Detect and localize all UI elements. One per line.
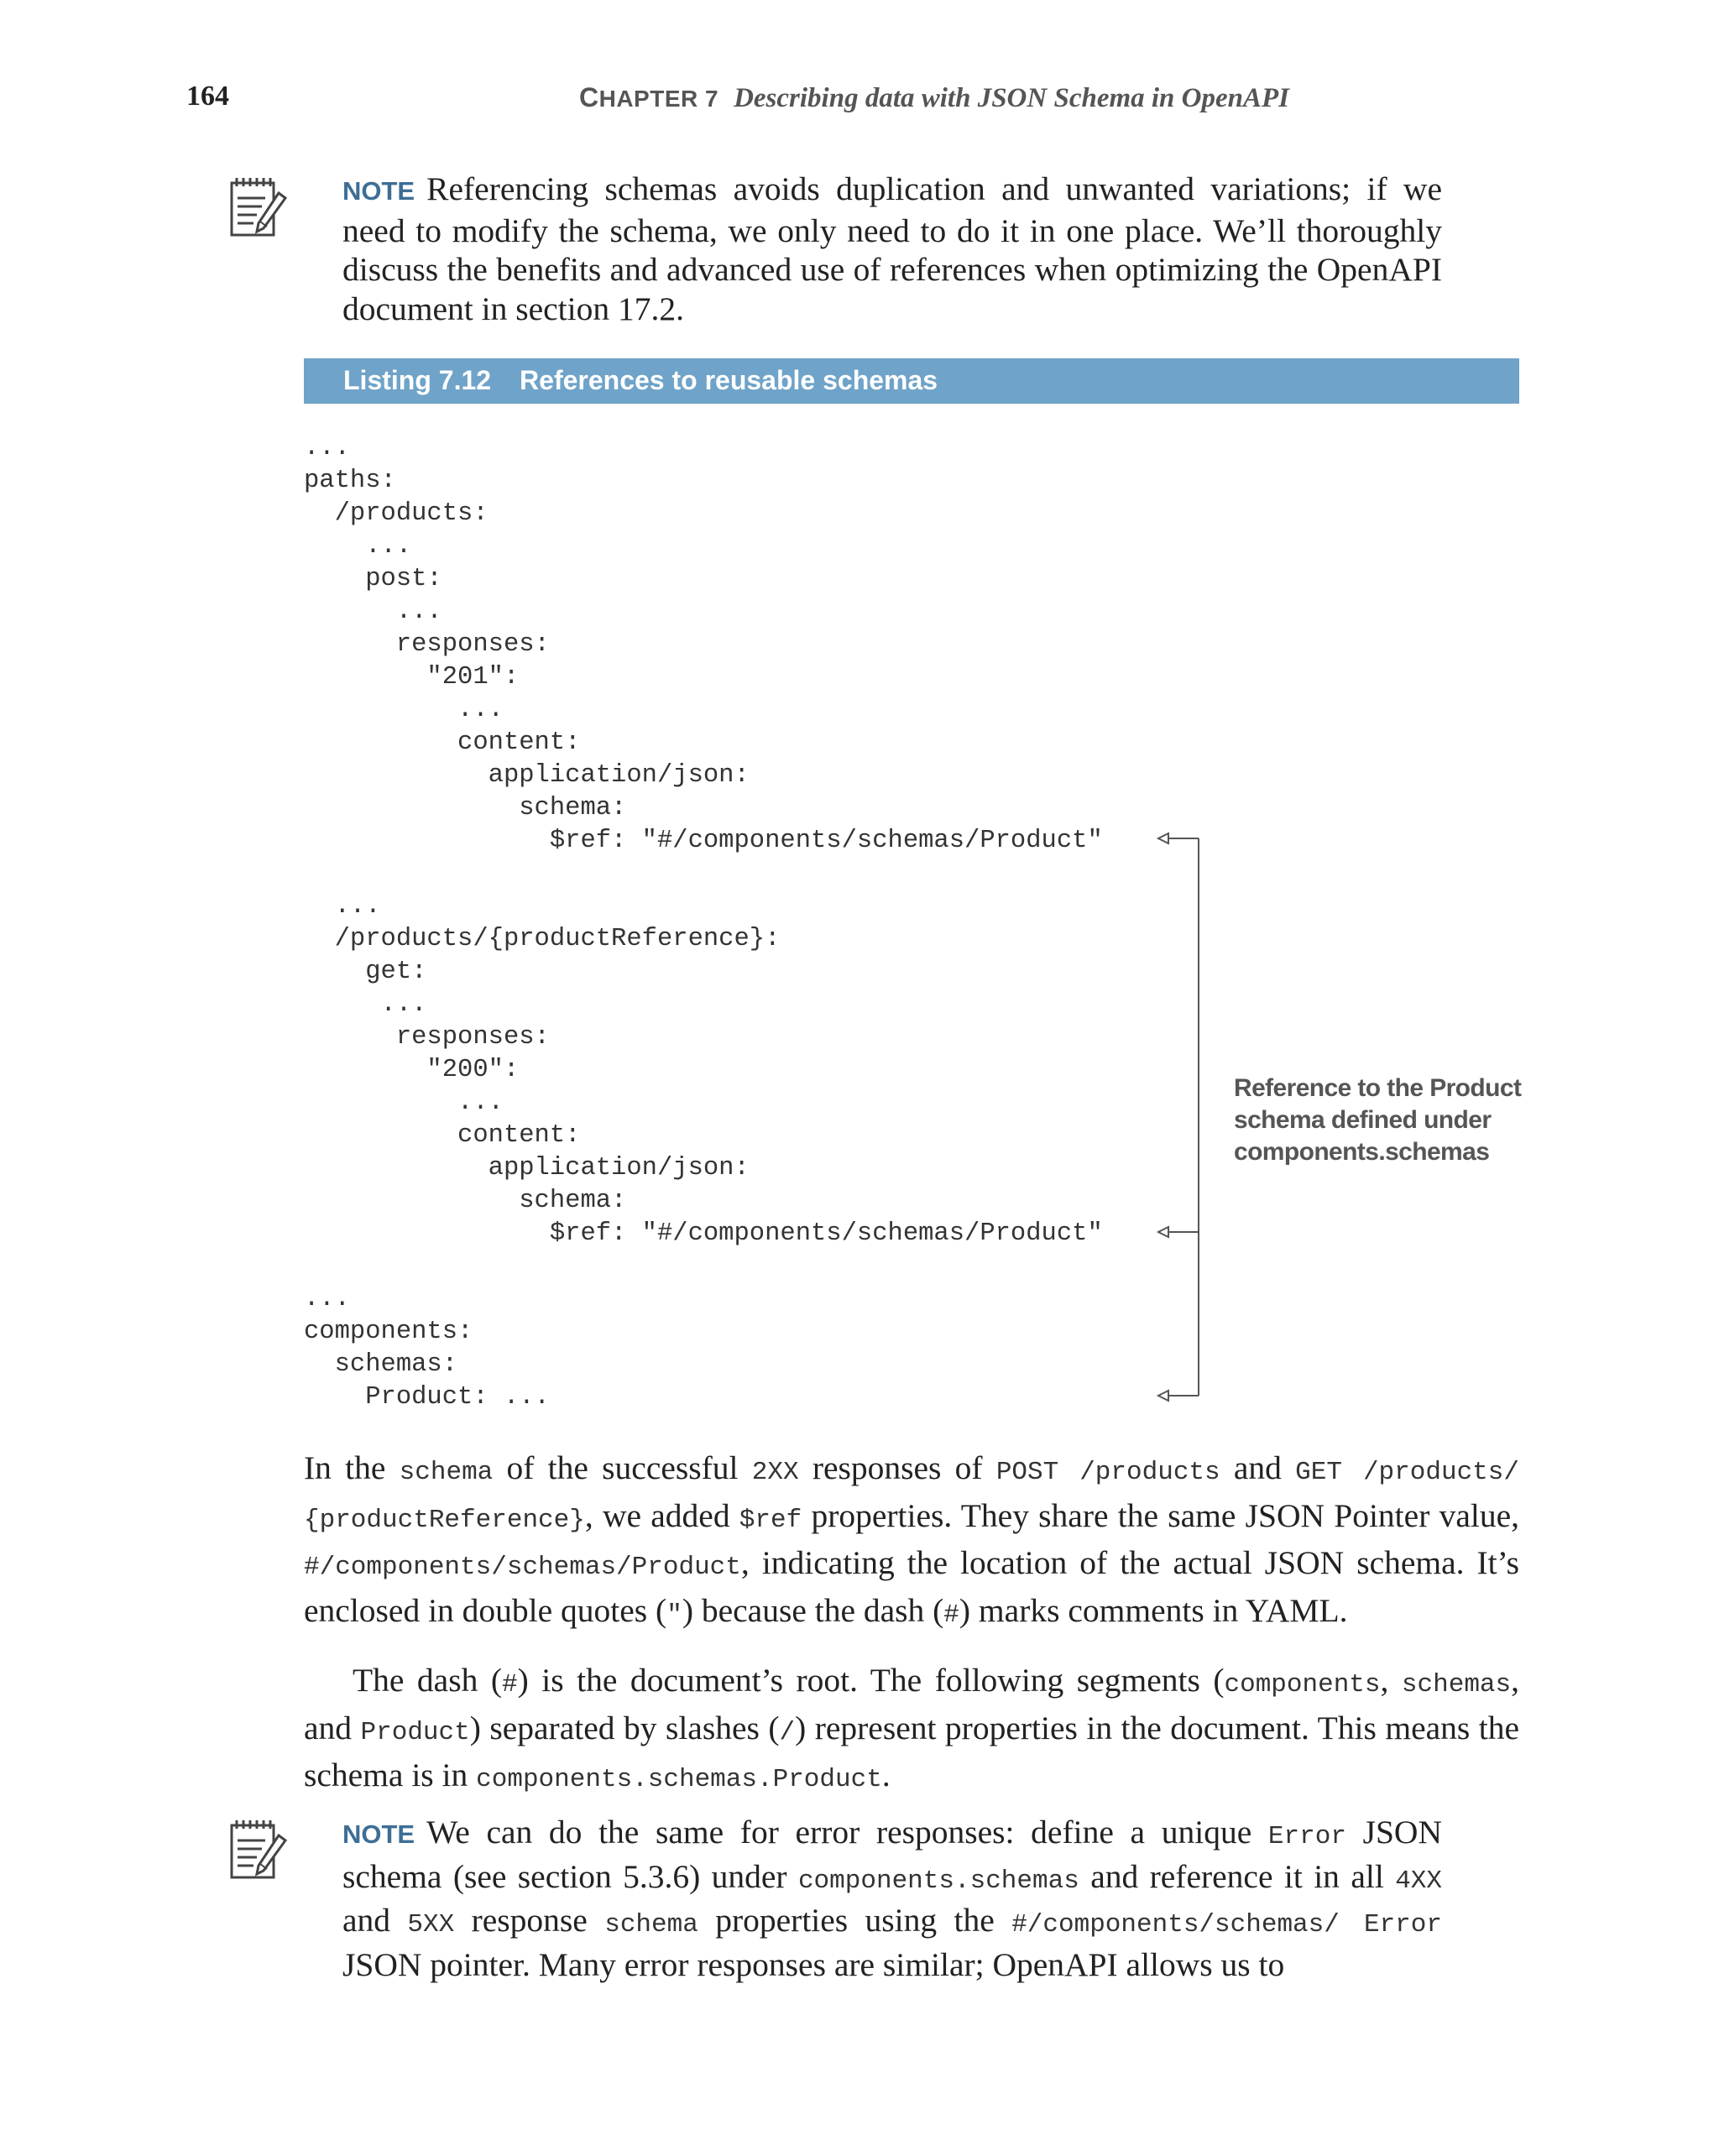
body-paragraph-2: The dash (#) is the document’s root. The following segments (components, schemas, and Product) separated by slashes (/) represent properties in the document. This means the schema is in components.schemas.Product. (304, 1662, 1520, 1794)
code-line: schema: (304, 794, 627, 822)
code-line: ... (304, 892, 381, 921)
body-paragraph-1: In the schema of the successful 2XX responses of POST /products and GET /products/ {productReference}, we added $ref properties. They share the same JSON Pointer value, #/components/schemas/Product, indicating the location of the actual JSON schema. It’s enclosed in double quotes (") because the dash (#) marks comments in YAML. (304, 1449, 1519, 1630)
note-label: NOTE (342, 1819, 415, 1849)
code-line: responses: (304, 1023, 550, 1052)
callout-annotation (1234, 1073, 1536, 1168)
code-line: content: (304, 728, 581, 757)
note-icon (228, 1817, 289, 1887)
page-number: 164 (186, 81, 229, 112)
code-line: responses: (304, 630, 550, 659)
note-paragraph: NOTE We can do the same for error responses: define a unique Error JSON schema (see section 5.3.6) under components.schemas and reference it in all 4XX and 5XX response schema properties using the #/components/schemas/ Error JSON pointer. Many error responses are similar; OpenAPI allows us to (342, 1814, 1443, 1983)
code-line: application/json: (304, 1154, 750, 1182)
callout-arrow-1 (1158, 833, 1168, 843)
running-header (579, 82, 1289, 114)
code-line: /products/{productReference}: (304, 925, 781, 953)
note-icon (228, 175, 289, 244)
code-line (304, 1250, 1103, 1283)
code-line: schemas: (304, 1350, 458, 1379)
code-line: application/json: (304, 761, 750, 790)
code-line: $ref: "#/components/schemas/Product" (304, 1219, 1103, 1248)
code-line: content: (304, 1121, 581, 1150)
code-line: get: (304, 958, 427, 986)
callout-bracket (1150, 827, 1209, 1406)
code-line: ... (304, 1088, 504, 1117)
code-line (304, 858, 1103, 890)
callout-arrow-2 (1158, 1227, 1168, 1237)
code-line: ... (304, 598, 442, 626)
code-line: ... (304, 696, 504, 724)
code-listing (304, 432, 1103, 1414)
code-line: ... (304, 434, 350, 462)
code-line: paths: (304, 467, 396, 495)
code-line: $ref: "#/components/schemas/Product" (304, 827, 1103, 855)
annotation-line: Reference to the Product (1234, 1074, 1522, 1102)
code-line: ... (304, 1285, 350, 1313)
annotation-line: schema defined under (1234, 1106, 1492, 1134)
listing-caption-bar (304, 358, 1519, 404)
chapter-title: Describing data with JSON Schema in OpenAPI (734, 83, 1289, 113)
code-line: Product: ... (304, 1383, 550, 1412)
code-line: post: (304, 565, 442, 593)
code-line: /products: (304, 499, 489, 528)
callout-arrow-3 (1158, 1391, 1168, 1401)
code-line: "201": (304, 663, 520, 692)
chapter-label: CHAPTER 7 (579, 82, 719, 112)
note-paragraph: NOTE Referencing schemas avoids duplication and unwanted variations; if we need to modify the schema, we only need to do it in one place. We’ll thoroughly discuss the benefits and advanced use of references when optimizing the OpenAPI document in section 17.2. (342, 170, 1442, 327)
code-line: components: (304, 1318, 473, 1346)
code-line: ... (304, 990, 427, 1019)
note-label: NOTE (342, 176, 415, 206)
listing-title: References to reusable schemas (520, 365, 938, 395)
code-line: "200": (304, 1056, 520, 1084)
code-line: schema: (304, 1187, 627, 1215)
listing-caption (343, 365, 938, 396)
listing-number: Listing 7.12 (343, 365, 492, 395)
annotation-line: components.schemas (1234, 1138, 1490, 1166)
code-line: ... (304, 532, 412, 561)
